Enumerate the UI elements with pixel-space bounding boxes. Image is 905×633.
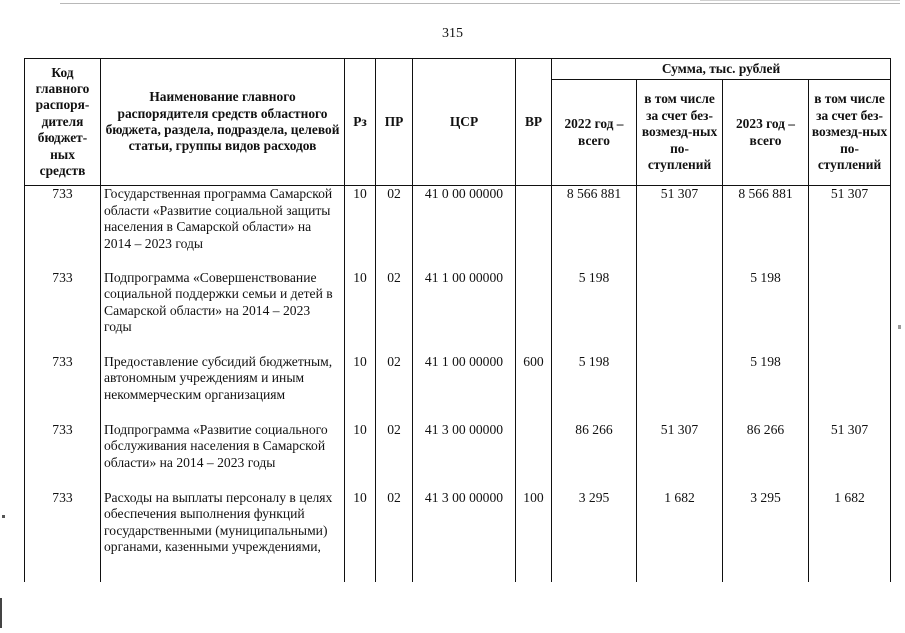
header-2023-free: в том числе за счет без-возмезд-ных по-ступлений [809, 80, 891, 186]
cell-2022-free [637, 270, 723, 354]
cell-code: 733 [25, 490, 101, 582]
budget-table [24, 58, 891, 582]
cell-2023-free: 51 307 [809, 186, 891, 270]
cell-csr: 41 1 00 00000 [413, 354, 516, 422]
scan-speck [2, 515, 5, 518]
cell-2023-total: 8 566 881 [723, 186, 809, 270]
cell-code: 733 [25, 186, 101, 270]
cell-2023-total: 86 266 [723, 422, 809, 490]
scan-edge-line [60, 3, 900, 4]
header-code: Код главного распоря-дителя бюджет-ных средств [25, 59, 101, 186]
cell-2023-total: 3 295 [723, 490, 809, 582]
header-csr: ЦСР [413, 59, 516, 186]
cell-pr: 02 [376, 270, 413, 354]
table-body [25, 186, 891, 582]
cell-csr: 41 0 00 00000 [413, 186, 516, 270]
cell-2022-free [637, 354, 723, 422]
header-vr: ВР [516, 59, 552, 186]
cell-csr: 41 3 00 00000 [413, 422, 516, 490]
table-header [25, 59, 891, 186]
scan-speck-margin [0, 598, 6, 628]
scan-edge-line-2 [700, 0, 900, 1]
header-2022-free: в том числе за счет без-возмезд-ных по-ступлений [637, 80, 723, 186]
cell-pr: 02 [376, 186, 413, 270]
header-rz: Рз [345, 59, 376, 186]
cell-2022-total: 3 295 [552, 490, 637, 582]
cell-name: Подпрограмма «Совершенствование социальной поддержки семьи и детей в Самарской области» на 2014 – 2023 годы [101, 270, 345, 354]
cell-2022-free: 51 307 [637, 422, 723, 490]
cell-2022-total: 8 566 881 [552, 186, 637, 270]
page-number: 315 [442, 26, 463, 41]
cell-vr: 600 [516, 354, 552, 422]
cell-code: 733 [25, 270, 101, 354]
cell-2023-free: 51 307 [809, 422, 891, 490]
cell-2023-total: 5 198 [723, 270, 809, 354]
cell-2023-free: 1 682 [809, 490, 891, 582]
cell-pr: 02 [376, 354, 413, 422]
cell-2022-free: 1 682 [637, 490, 723, 582]
scan-speck-right [898, 325, 901, 329]
cell-rz: 10 [345, 490, 376, 582]
cell-2023-free [809, 270, 891, 354]
table-row [25, 354, 891, 422]
table-row [25, 422, 891, 490]
cell-rz: 10 [345, 186, 376, 270]
cell-2022-total: 86 266 [552, 422, 637, 490]
table-row [25, 490, 891, 582]
cell-vr: 100 [516, 490, 552, 582]
table-row [25, 186, 891, 270]
cell-code: 733 [25, 422, 101, 490]
cell-csr: 41 1 00 00000 [413, 270, 516, 354]
cell-vr [516, 186, 552, 270]
header-2022-total: 2022 год – всего [552, 80, 637, 186]
table-row [25, 270, 891, 354]
cell-name: Предоставление субсидий бюджетным, автономным учреждениям и иным некоммерческим организациям [101, 354, 345, 422]
header-name: Наименование главного распорядителя средств областного бюджета, раздела, подраздела, целевой статьи, группы видов расходов [101, 59, 345, 186]
cell-2022-total: 5 198 [552, 354, 637, 422]
cell-vr [516, 270, 552, 354]
cell-2023-free [809, 354, 891, 422]
cell-pr: 02 [376, 490, 413, 582]
cell-2022-free: 51 307 [637, 186, 723, 270]
cell-csr: 41 3 00 00000 [413, 490, 516, 582]
cell-vr [516, 422, 552, 490]
cell-rz: 10 [345, 270, 376, 354]
cell-2023-total: 5 198 [723, 354, 809, 422]
cell-rz: 10 [345, 354, 376, 422]
cell-code: 733 [25, 354, 101, 422]
cell-name: Государственная программа Самарской области «Развитие социальной защиты населения в Самарской области» на 2014 – 2023 годы [101, 186, 345, 270]
cell-name: Расходы на выплаты персоналу в целях обеспечения выполнения функций государственными (муниципальными) органами, казенными учреждениями, [101, 490, 345, 582]
cell-rz: 10 [345, 422, 376, 490]
cell-name: Подпрограмма «Развитие социального обслуживания населения в Самарской области» на 2014 – 2023 годы [101, 422, 345, 490]
header-sum-group: Сумма, тыс. рублей [552, 59, 891, 80]
header-pr: ПР [376, 59, 413, 186]
header-2023-total: 2023 год – всего [723, 80, 809, 186]
cell-pr: 02 [376, 422, 413, 490]
cell-2022-total: 5 198 [552, 270, 637, 354]
